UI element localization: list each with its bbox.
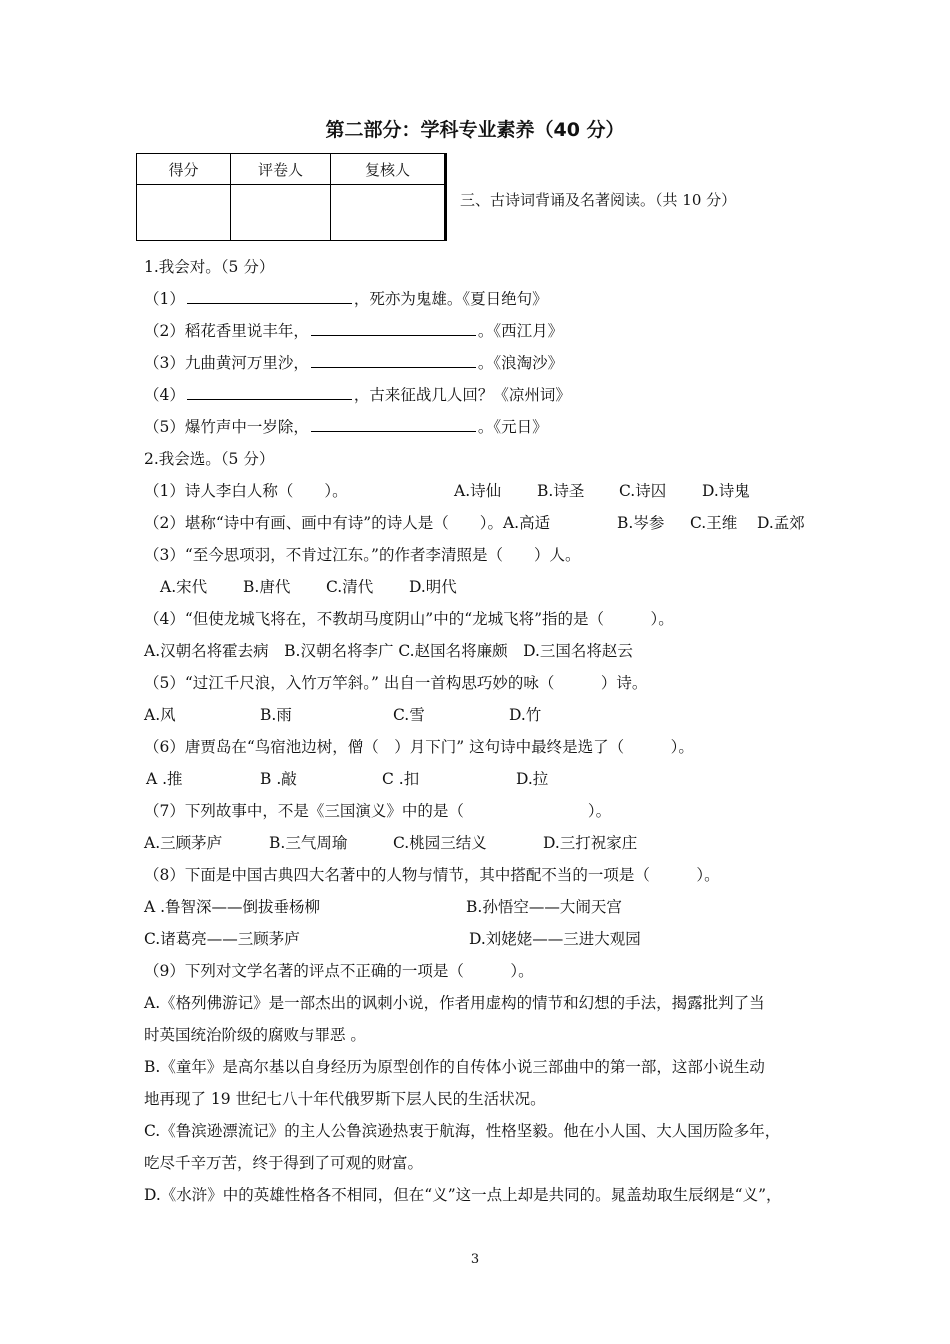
q2-s4-options: A.汉朝名将霍去病 B.汉朝名将李广 C.赵国名将廉颇 D.三国名将赵云 — [144, 642, 633, 660]
item-num: （1） — [144, 290, 185, 308]
answer-blank[interactable] — [187, 384, 352, 400]
item-before: 稻花香里说丰年， — [184, 322, 309, 340]
q2-s8-option-b: B.孙悟空——大闹天宫 — [466, 898, 622, 916]
q2-s3-option-b: B.唐代 — [243, 578, 291, 596]
q2-s1-option-c: C.诗囚 — [619, 482, 667, 500]
item-num: （5） — [144, 418, 185, 436]
reviewer-cell[interactable] — [331, 185, 445, 241]
q2-s5-option-a: A.风 — [144, 706, 176, 724]
q1-title: 1.我会对。（5 分） — [144, 258, 275, 276]
item-num: （2） — [144, 322, 185, 340]
q2-s1-option-a: A.诗仙 — [454, 482, 502, 500]
q2-s7-option-b: B.三气周瑜 — [269, 834, 348, 852]
q2-s8-option-d: D.刘姥姥——三进大观园 — [469, 930, 641, 948]
item-after: ，死亦为鬼雄。《夏日绝句》 — [353, 290, 548, 308]
q2-s5-option-c: C.雪 — [393, 706, 425, 724]
item-before: 爆竹声中一岁除， — [184, 418, 309, 436]
item-after: ，古来征战几人回？《凉州词》 — [353, 386, 571, 404]
q2-s9-line: 时英国统治阶级的腐败与罪恶 。 — [144, 1026, 366, 1044]
item-num: （3） — [144, 354, 185, 372]
q2-s1-stem: （1）诗人李白人称（ ）。 — [144, 482, 348, 500]
q2-s9-line: A.《格列佛游记》是一部杰出的讽刺小说，作者用虚构的情节和幻想的手法，揭露批判了当 — [144, 994, 765, 1012]
grader-header: 评卷人 — [231, 154, 331, 185]
q1-item-5 — [144, 415, 548, 437]
answer-blank[interactable] — [311, 416, 476, 432]
q2-s7-option-d: D.三打祝家庄 — [543, 834, 638, 852]
q2-s9-line: B.《童年》是高尔基以自身经历为原型创作的自传体小说三部曲中的第一部，这部小说生动 — [144, 1058, 765, 1076]
q2-s7-option-a: A.三顾茅庐 — [144, 834, 223, 852]
q1-item-4 — [144, 383, 571, 405]
q2-s5-stem: （5）“过江千尺浪，入竹万竿斜。” 出自一首构思巧妙的咏（ ）诗。 — [144, 674, 648, 692]
q2-s6-stem: （6）唐贾岛在“鸟宿池边树，僧（ ）月下门” 这句诗中最终是选了（ ）。 — [144, 738, 694, 756]
q2-s7-option-c: C.桃园三结义 — [393, 834, 487, 852]
page-number: 3 — [470, 1252, 480, 1267]
q2-s6-option-d: D.拉 — [516, 770, 549, 788]
q2-s9-line: C.《鲁滨逊漂流记》的主人公鲁滨逊热衷于航海，性格坚毅。他在小人国、大人国历险多年， — [144, 1122, 781, 1140]
item-before: 九曲黄河万里沙， — [184, 354, 309, 372]
q2-s9-line: 吃尽千辛万苦，终于得到了可观的财富。 — [144, 1154, 424, 1172]
q2-s9-line: 地再现了 19 世纪七八十年代俄罗斯下层人民的生活状况。 — [144, 1090, 546, 1108]
q2-s8-option-a: A .鲁智深——倒拔垂杨柳 — [144, 898, 321, 916]
q2-s7-stem: （7）下列故事中，不是《三国演义》中的是（ ）。 — [144, 802, 612, 820]
q2-s5-option-b: B.雨 — [260, 706, 292, 724]
q2-s2-stem: （2）堪称“诗中有画、画中有诗”的诗人是（ ）。A.高适 — [144, 514, 551, 532]
q2-s9-stem: （9）下列对文学名著的评点不正确的一项是（ ）。 — [144, 962, 534, 980]
q2-s9-line: D.《水浒》中的英雄性格各不相同，但在“义”这一点上却是共同的。晁盖劫取生辰纲是“义”， — [144, 1186, 782, 1204]
answer-blank[interactable] — [311, 352, 476, 368]
q2-s3-stem: （3）“至今思项羽，不肯过江东。”的作者李清照是（ ）人。 — [144, 546, 581, 564]
q2-s1-option-d: D.诗鬼 — [702, 482, 750, 500]
score-header: 得分 — [137, 154, 231, 185]
q2-s3-option-c: C.清代 — [326, 578, 374, 596]
item-after: 。《浪淘沙》 — [477, 354, 564, 372]
grader-cell[interactable] — [231, 185, 331, 241]
q2-s3-option-d: D.明代 — [409, 578, 457, 596]
score-cell[interactable] — [137, 185, 231, 241]
table-edge-divider — [445, 153, 447, 241]
q2-s6-option-c: C .扣 — [382, 770, 420, 788]
section-title: 三、古诗词背诵及名著阅读。（共 10 分） — [460, 191, 737, 209]
q2-s6-option-a: A .推 — [146, 770, 183, 788]
q1-item-1 — [144, 287, 548, 309]
q2-s4-stem: （4）“但使龙城飞将在，不教胡马度阴山”中的“龙城飞将”指的是（ ）。 — [144, 610, 674, 628]
page-title: 第二部分：学科专业素养（40 分） — [325, 119, 625, 141]
q1-item-2 — [144, 319, 563, 341]
item-num: （4） — [144, 386, 185, 404]
q2-s3-option-a: A.宋代 — [160, 578, 208, 596]
q1-item-3 — [144, 351, 563, 373]
answer-blank[interactable] — [311, 320, 476, 336]
score-table — [136, 153, 445, 241]
q2-s8-stem: （8）下面是中国古典四大名著中的人物与情节，其中搭配不当的一项是（ ）。 — [144, 866, 720, 884]
q2-s2-option-c: C.王维 — [690, 514, 738, 532]
item-after: 。《元日》 — [477, 418, 548, 436]
reviewer-header: 复核人 — [331, 154, 445, 185]
answer-blank[interactable] — [187, 288, 352, 304]
q2-s5-option-d: D.竹 — [509, 706, 542, 724]
q2-s2-option-b: B.岑参 — [617, 514, 665, 532]
q2-title: 2.我会选。（5 分） — [144, 450, 275, 468]
q2-s1-option-b: B.诗圣 — [537, 482, 585, 500]
item-after: 。《西江月》 — [477, 322, 564, 340]
q2-s2-option-d: D.孟郊 — [757, 514, 805, 532]
q2-s6-option-b: B .敲 — [260, 770, 297, 788]
q2-s8-option-c: C.诸葛亮——三顾茅庐 — [144, 930, 300, 948]
